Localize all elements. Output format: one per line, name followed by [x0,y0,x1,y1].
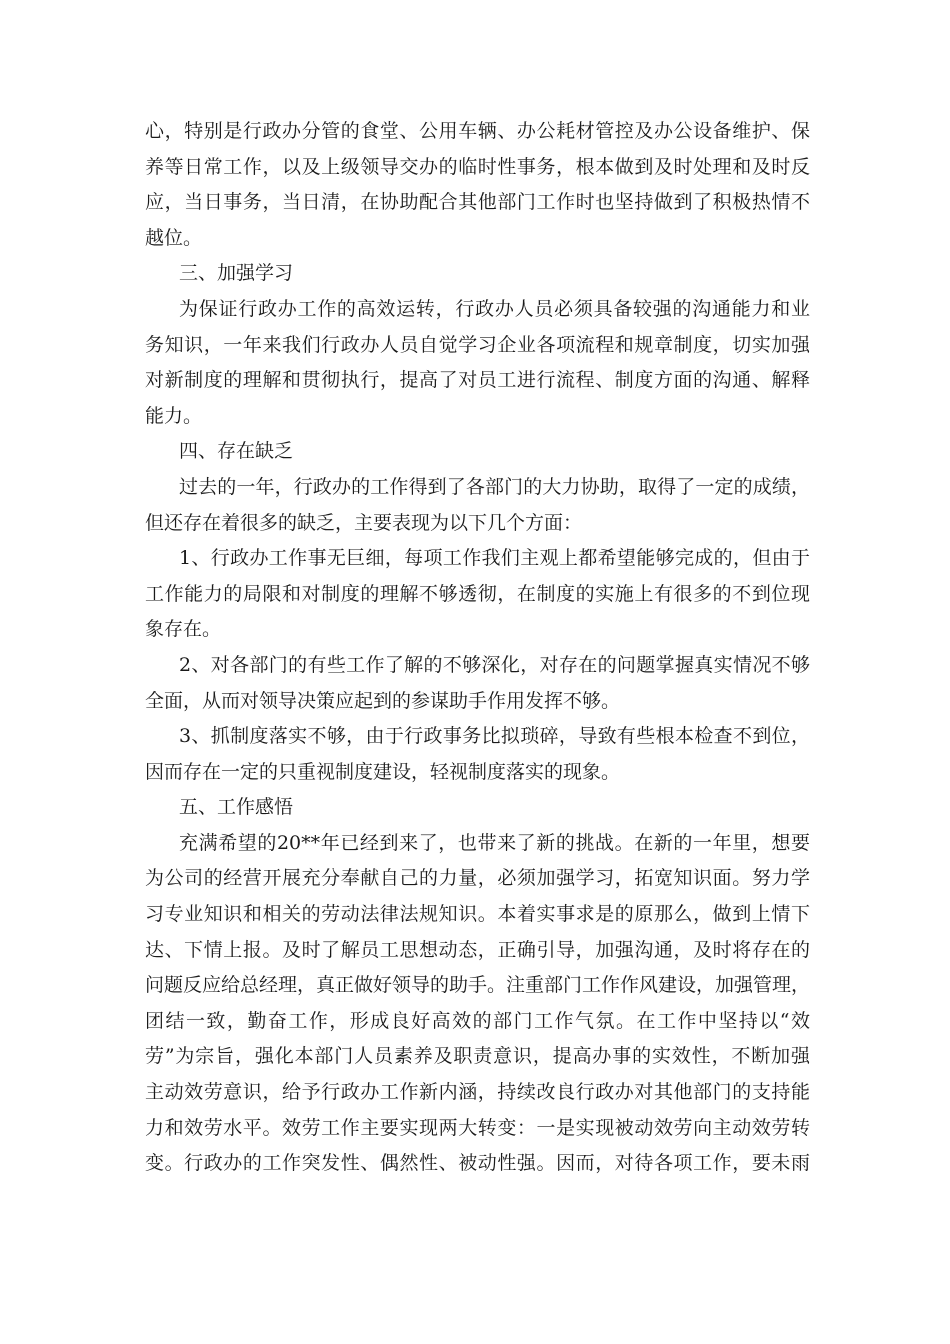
text-line: 3、抓制度落实不够，由于行政事务比拟琐碎，导致有些根本检查不到位， [179,725,810,748]
text-line: 过去的一年，行政办的工作得到了各部门的大力协助，取得了一定的成绩， [179,475,810,498]
section-heading: 四、存在缺乏 [179,440,294,463]
text-line: 务知识，一年来我们行政办人员自觉学习企业各项流程和规章制度，切实加强 [145,333,810,356]
section-heading: 三、加强学习 [179,262,294,285]
text-line: 团结一致，勤奋工作，形成良好高效的部门工作气氛。在工作中坚持以“效 [145,1009,810,1032]
text-line: 为保证行政办工作的高效运转，行政办人员必须具备较强的沟通能力和业 [179,297,810,320]
text-line: 对新制度的理解和贯彻执行，提高了对员工进行流程、制度方面的沟通、解释 [145,369,810,392]
text-line: 达、下情上报。及时了解员工思想动态，正确引导，加强沟通，及时将存在的 [145,938,810,961]
text-line: 劳”为宗旨，强化本部门人员素养及职责意识，提高办事的实效性，不断加强 [145,1045,810,1068]
text-line: 越位。 [145,226,203,249]
text-line: 养等日常工作，以及上级领导交办的临时性事务，根本做到及时处理和及时反 [145,155,810,178]
text-line: 全面，从而对领导决策应起到的参谋助手作用发挥不够。 [145,689,621,712]
body-text [145,114,810,1182]
text-line: 2、对各部门的有些工作了解的不够深化，对存在的问题掌握真实情况不够 [179,653,810,676]
text-line: 工作能力的局限和对制度的理解不够透彻，在制度的实施上有很多的不到位现 [145,582,810,605]
text-line: 但还存在着很多的缺乏，主要表现为以下几个方面： [145,511,583,534]
text-line: 为公司的经营开展充分奉献自己的力量，必须加强学习，拓宽知识面。努力学 [145,867,810,890]
text-line: 因而存在一定的只重视制度建设，轻视制度落实的现象。 [145,760,621,783]
text-line: 应，当日事务，当日清，在协助配合其他部门工作时也坚持做到了积极热情不 [145,191,810,214]
text-line: 充满希望的20**年已经到来了，也带来了新的挑战。在新的一年里，想要 [179,831,810,854]
text-line: 问题反应给总经理，真正做好领导的助手。注重部门工作作风建设，加强管理， [145,974,811,997]
section-heading: 五、工作感悟 [179,796,294,819]
text-line: 心，特别是行政办分管的食堂、公用车辆、办公耗材管控及办公设备维护、保 [145,120,810,142]
text-line: 象存在。 [145,618,222,641]
text-line: 1、行政办工作事无巨细，每项工作我们主观上都希望能够完成的，但由于 [179,547,810,570]
text-line: 能力。 [145,404,203,427]
text-line: 主动效劳意识，给予行政办工作新内涵，持续改良行政办对其他部门的支持能 [145,1081,810,1104]
text-line: 力和效劳水平。效劳工作主要实现两大转变：一是实现被动效劳向主动效劳转 [145,1116,810,1139]
text-line: 习专业知识和相关的劳动法律法规知识。本着实事求是的原那么，做到上情下 [145,903,810,926]
text-line: 变。行政办的工作突发性、偶然性、被动性强。因而，对待各项工作，要未雨 [145,1152,810,1175]
